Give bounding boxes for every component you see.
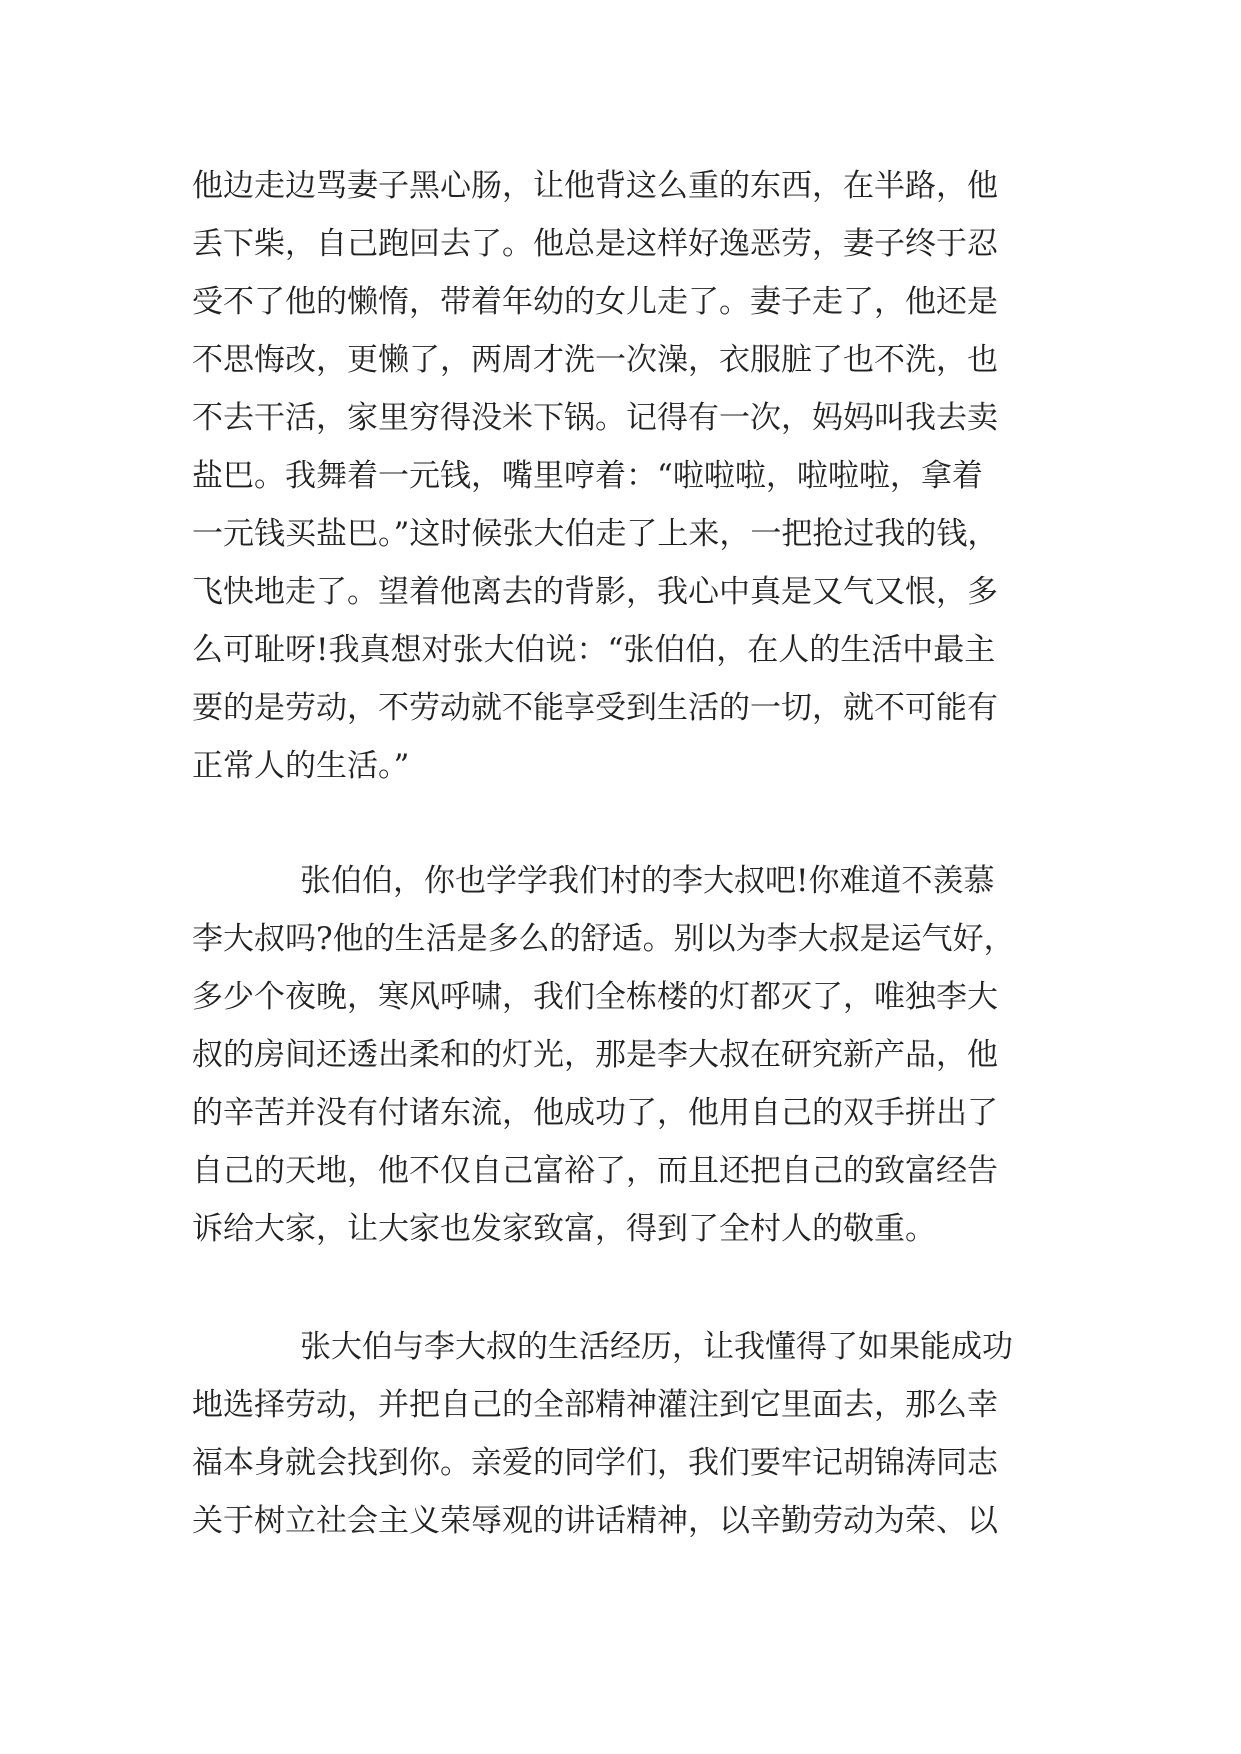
paragraph-line: 么可耻呀!我真想对张大伯说：“张伯伯，在人的生活中最主 — [192, 632, 996, 668]
paragraph-3 — [192, 1318, 1052, 1550]
paragraph-line: 飞快地走了。望着他离去的背影，我心中真是又气又恨，多 — [192, 574, 998, 610]
paragraph-line: 的辛苦并没有付诸东流，他成功了，他用自己的双手拼出了 — [192, 1095, 998, 1131]
paragraph-line: 李大叔吗?他的生活是多么的舒适。别以为李大叔是运气好， — [192, 921, 1015, 957]
paragraph-line: 不思悔改，更懒了，两周才洗一次澡，衣服脏了也不洗，也 — [192, 342, 998, 378]
paragraph-1 — [192, 157, 1052, 795]
paragraph-line: 丢下柴，自己跑回去了。他总是这样好逸恶劳，妻子终于忍 — [192, 226, 998, 262]
paragraph-line: 他边走边骂妻子黑心肠，让他背这么重的东西，在半路，他 — [192, 168, 998, 204]
paragraph-line: 一元钱买盐巴。”这时候张大伯走了上来，一把抢过我的钱， — [192, 516, 999, 552]
paragraph-line: 多少个夜晚，寒风呼啸，我们全栋楼的灯都灭了，唯独李大 — [192, 979, 998, 1015]
paragraph-first-line: 张伯伯，你也学学我们村的李大叔吧!你难道不羡慕 — [300, 863, 995, 899]
paragraph-line: 要的是劳动，不劳动就不能享受到生活的一切，就不可能有 — [192, 690, 998, 726]
paragraph-2 — [192, 852, 1052, 1258]
paragraph-line: 关于树立社会主义荣辱观的讲话精神，以辛勤劳动为荣、以 — [192, 1503, 998, 1539]
paragraph-line: 福本身就会找到你。亲爱的同学们，我们要牢记胡锦涛同志 — [192, 1445, 998, 1481]
paragraph-line: 受不了他的懒惰，带着年幼的女儿走了。妻子走了，他还是 — [192, 284, 998, 320]
paragraph-line: 地选择劳动，并把自己的全部精神灌注到它里面去，那么幸 — [192, 1387, 998, 1423]
paragraph-line: 自己的天地，他不仅自己富裕了，而且还把自己的致富经告 — [192, 1153, 998, 1189]
paragraph-line: 盐巴。我舞着一元钱，嘴里哼着：“啦啦啦，啦啦啦，拿着 — [192, 458, 983, 494]
paragraph-line: 诉给大家，让大家也发家致富，得到了全村人的敬重。 — [192, 1211, 936, 1247]
paragraph-line: 不去干活，家里穷得没米下锅。记得有一次，妈妈叫我去卖 — [192, 400, 998, 436]
paragraph-line: 叔的房间还透出柔和的灯光，那是李大叔在研究新产品，他 — [192, 1037, 998, 1073]
paragraph-first-line: 张大伯与李大叔的生活经历，让我懂得了如果能成功 — [300, 1329, 1013, 1365]
paragraph-line: 正常人的生活。” — [192, 748, 410, 784]
